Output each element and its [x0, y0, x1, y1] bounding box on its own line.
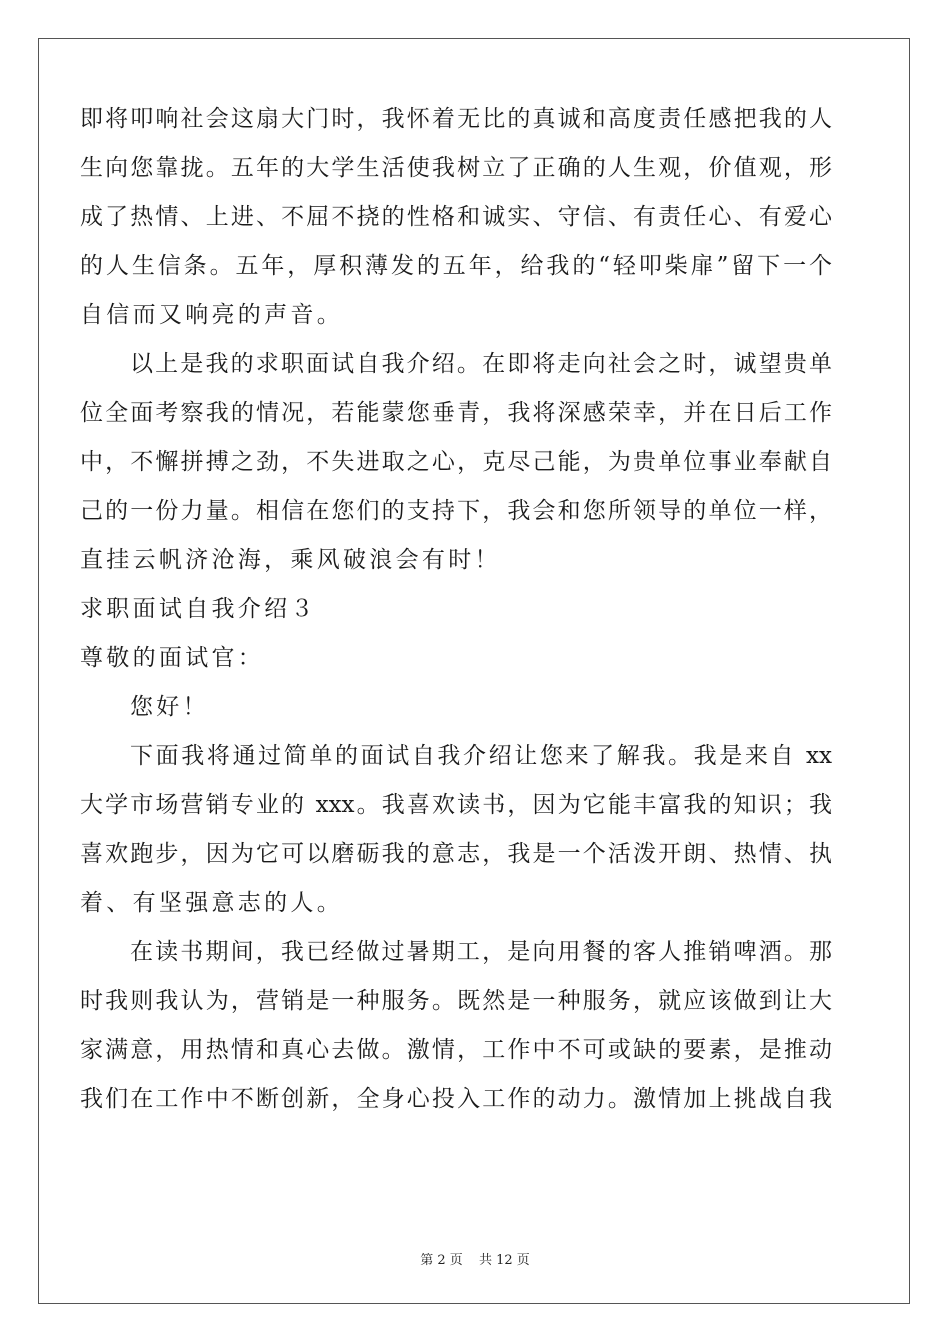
text-line: 求职面试自我介绍３ — [80, 596, 317, 622]
text-line: 直挂云帆济沧海，乘风破浪会有时！ — [80, 547, 501, 573]
text-line: 在读书期间，我已经做过暑期工，是向用餐的客人推销啤酒。那 — [130, 939, 832, 965]
text-line: 生向您靠拢。五年的大学生活使我树立了正确的人生观，价值观，形 — [80, 155, 832, 181]
text-line: 喜欢跑步，因为它可以磨砺我的意志，我是一个活泼开朗、热情、执 — [80, 841, 832, 867]
text-line: 成了热情、上进、不屈不挠的性格和诚实、守信、有责任心、有爱心 — [80, 204, 832, 230]
text-line: 时我则我认为，营销是一种服务。既然是一种服务，就应该做到让大 — [80, 988, 832, 1014]
text-line: 即将叩响社会这扇大门时，我怀着无比的真诚和高度责任感把我的人 — [80, 106, 832, 132]
text-line: 以上是我的求职面试自我介绍。在即将走向社会之时，诚望贵单 — [130, 351, 832, 377]
total-page-count: 共 12 页 — [478, 1253, 530, 1268]
text-line: 中，不懈拼搏之劲，不失进取之心，克尽己能，为贵单位事业奉献自 — [80, 449, 832, 475]
text-line: 着、有坚强意志的人。 — [80, 890, 343, 916]
text-line: 大学市场营销专业的 xxx。我喜欢读书，因为它能丰富我的知识；我 — [80, 792, 832, 818]
text-line: 己的一份力量。相信在您们的支持下，我会和您所领导的单位一样， — [80, 498, 832, 524]
text-line: 自信而又响亮的声音。 — [80, 302, 343, 328]
text-line: 尊敬的面试官： — [80, 645, 265, 671]
text-line: 位全面考察我的情况，若能蒙您垂青，我将深感荣幸，并在日后工作 — [80, 400, 832, 426]
text-line: 下面我将通过简单的面试自我介绍让您来了解我。我是来自 xx — [130, 743, 832, 769]
text-line: 的人生信条。五年，厚积薄发的五年，给我的“轻叩柴扉”留下一个 — [80, 253, 832, 279]
text-line: 您好！ — [130, 694, 209, 720]
document-body — [80, 95, 832, 1124]
text-line: 家满意，用热情和真心去做。激情，工作中不可或缺的要素，是推动 — [80, 1037, 832, 1063]
current-page-number: 第 2 页 — [420, 1253, 463, 1268]
text-line: 我们在工作中不断创新，全身心投入工作的动力。激情加上挑战自我 — [80, 1086, 832, 1112]
page-footer — [0, 1249, 950, 1268]
